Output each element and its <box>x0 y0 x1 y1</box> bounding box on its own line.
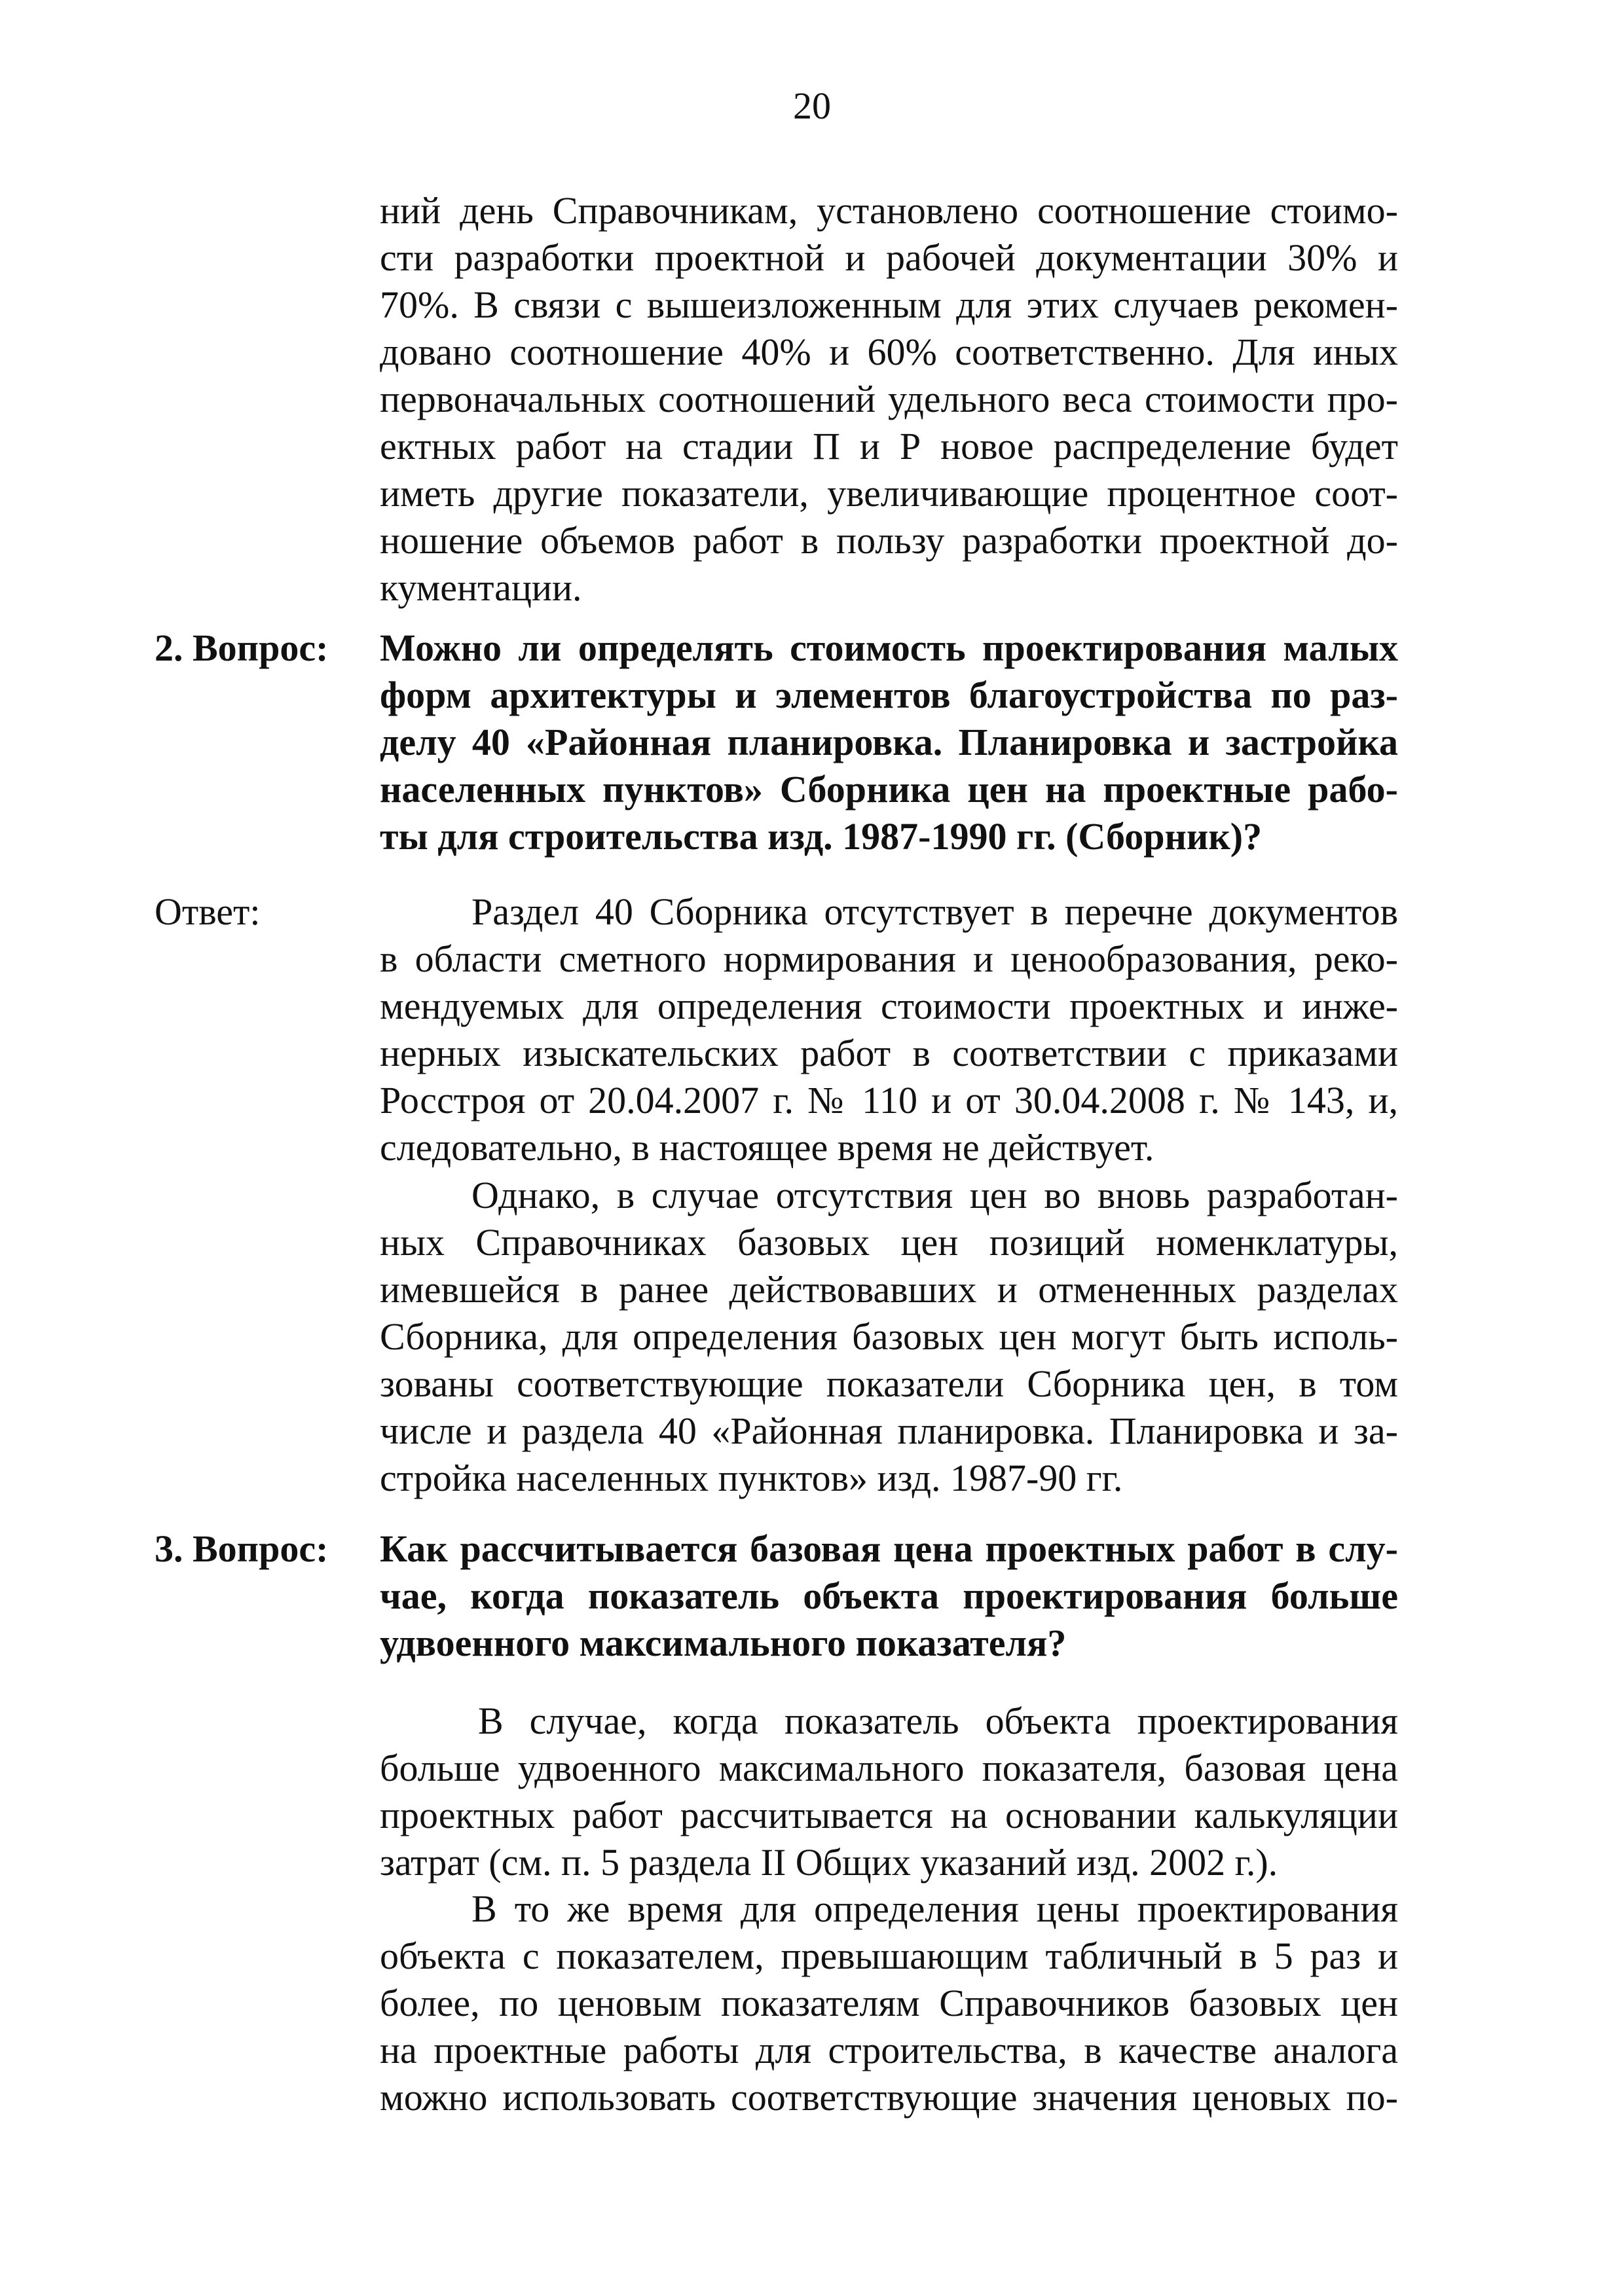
answer-3-paragraph-2 <box>380 1886 1398 2121</box>
text-line: первоначальных соотношений удельного веса стоимости про- <box>380 378 1398 420</box>
question-3-text <box>380 1525 1398 1667</box>
continuation-paragraph <box>380 187 1398 611</box>
text-line: ектных работ на стадии П и Р новое распределение будет <box>380 425 1398 467</box>
text-line: на проектные работы для строительства, в качестве аналога <box>380 2029 1398 2071</box>
text-line: проектных работ рассчитывается на основании калькуляции <box>380 1794 1398 1836</box>
question-2-text <box>380 625 1398 860</box>
text-line: в области сметного нормирования и ценообразования, реко- <box>380 938 1398 980</box>
text-line: довано соотношение 40% и 60% соответственно. Для иных <box>380 331 1398 373</box>
text-line: иметь другие показатели, увеличивающие процентное соот- <box>380 472 1398 515</box>
text-line: Как рассчитывается базовая цена проектных работ в слу- <box>380 1527 1398 1570</box>
text-line: ний день Справочникам, установлено соотношение стоимо- <box>380 189 1398 232</box>
text-line: стройка населенных пунктов» изд. 1987-90 гг. <box>380 1457 1123 1499</box>
answer-3-paragraph-1 <box>380 1698 1398 1886</box>
text-line: сти разработки проектной и рабочей документации 30% и <box>380 236 1398 279</box>
answer-2-label: Ответ: <box>155 890 261 933</box>
text-line: населенных пунктов» Сборника цен на проектные рабо- <box>380 768 1398 811</box>
text-line: кументации. <box>380 566 582 609</box>
answer-2-paragraph-2 <box>380 1172 1398 1502</box>
text-line: затрат (см. п. 5 раздела II Общих указаний изд. 2002 г.). <box>380 1841 1278 1884</box>
text-line: Раздел 40 Сборника отсутствует в перечне документов <box>471 890 1398 933</box>
text-line: Сборника, для определения базовых цен могут быть исполь- <box>380 1315 1398 1358</box>
text-line: следовательно, в настоящее время не действует. <box>380 1126 1154 1169</box>
text-line: мендуемых для определения стоимости проектных и инже- <box>380 985 1398 1027</box>
text-line: нерных изыскательских работ в соответствии с приказами <box>380 1032 1398 1074</box>
text-line: Однако, в случае отсутствия цен во вновь разработан- <box>471 1174 1398 1216</box>
text-line: более, по ценовым показателям Справочников базовых цен <box>380 1982 1398 2024</box>
text-line: ношение объемов работ в пользу разработки проектной до- <box>380 519 1398 562</box>
text-line: объекта с показателем, превышающим табличный в 5 раз и <box>380 1935 1398 1977</box>
page-number: 20 <box>793 84 831 127</box>
text-line: В то же время для определения цены проектирования <box>471 1887 1398 1930</box>
text-line: зованы соответствующие показатели Сборника цен, в том <box>380 1362 1398 1405</box>
question-3-label: 3. Вопрос: <box>155 1527 329 1570</box>
text-line: числе и раздела 40 «Районная планировка. Планировка и за- <box>380 1410 1398 1452</box>
text-line: Росстроя от 20.04.2007 г. № 110 и от 30.04.2008 г. № 143, и, <box>380 1079 1398 1121</box>
text-line: имевшейся в ранее действовавших и отмененных разделах <box>380 1268 1398 1311</box>
text-line: форм архитектуры и элементов благоустройства по раз- <box>380 674 1398 716</box>
question-2-label: 2. Вопрос: <box>155 627 329 669</box>
text-line: можно использовать соответствующие значения ценовых по- <box>380 2076 1398 2119</box>
text-line: чае, когда показатель объекта проектирования больше <box>380 1575 1398 1617</box>
text-line: 70%. В связи с вышеизложенным для этих случаев рекомен- <box>380 283 1398 326</box>
text-line: В случае, когда показатель объекта проектирования <box>478 1700 1398 1742</box>
text-line: больше удвоенного максимального показателя, базовая цена <box>380 1747 1398 1789</box>
text-line: удвоенного максимального показателя? <box>380 1622 1067 1664</box>
text-line: ных Справочниках базовых цен позиций номенклатуры, <box>380 1221 1398 1264</box>
text-line: делу 40 «Районная планировка. Планировка и застройка <box>380 721 1398 763</box>
text-line: Можно ли определять стоимость проектирования малых <box>380 627 1398 669</box>
text-line: ты для строительства изд. 1987-1990 гг. (Сборник)? <box>380 815 1263 858</box>
answer-2-paragraph-1 <box>380 888 1398 1171</box>
